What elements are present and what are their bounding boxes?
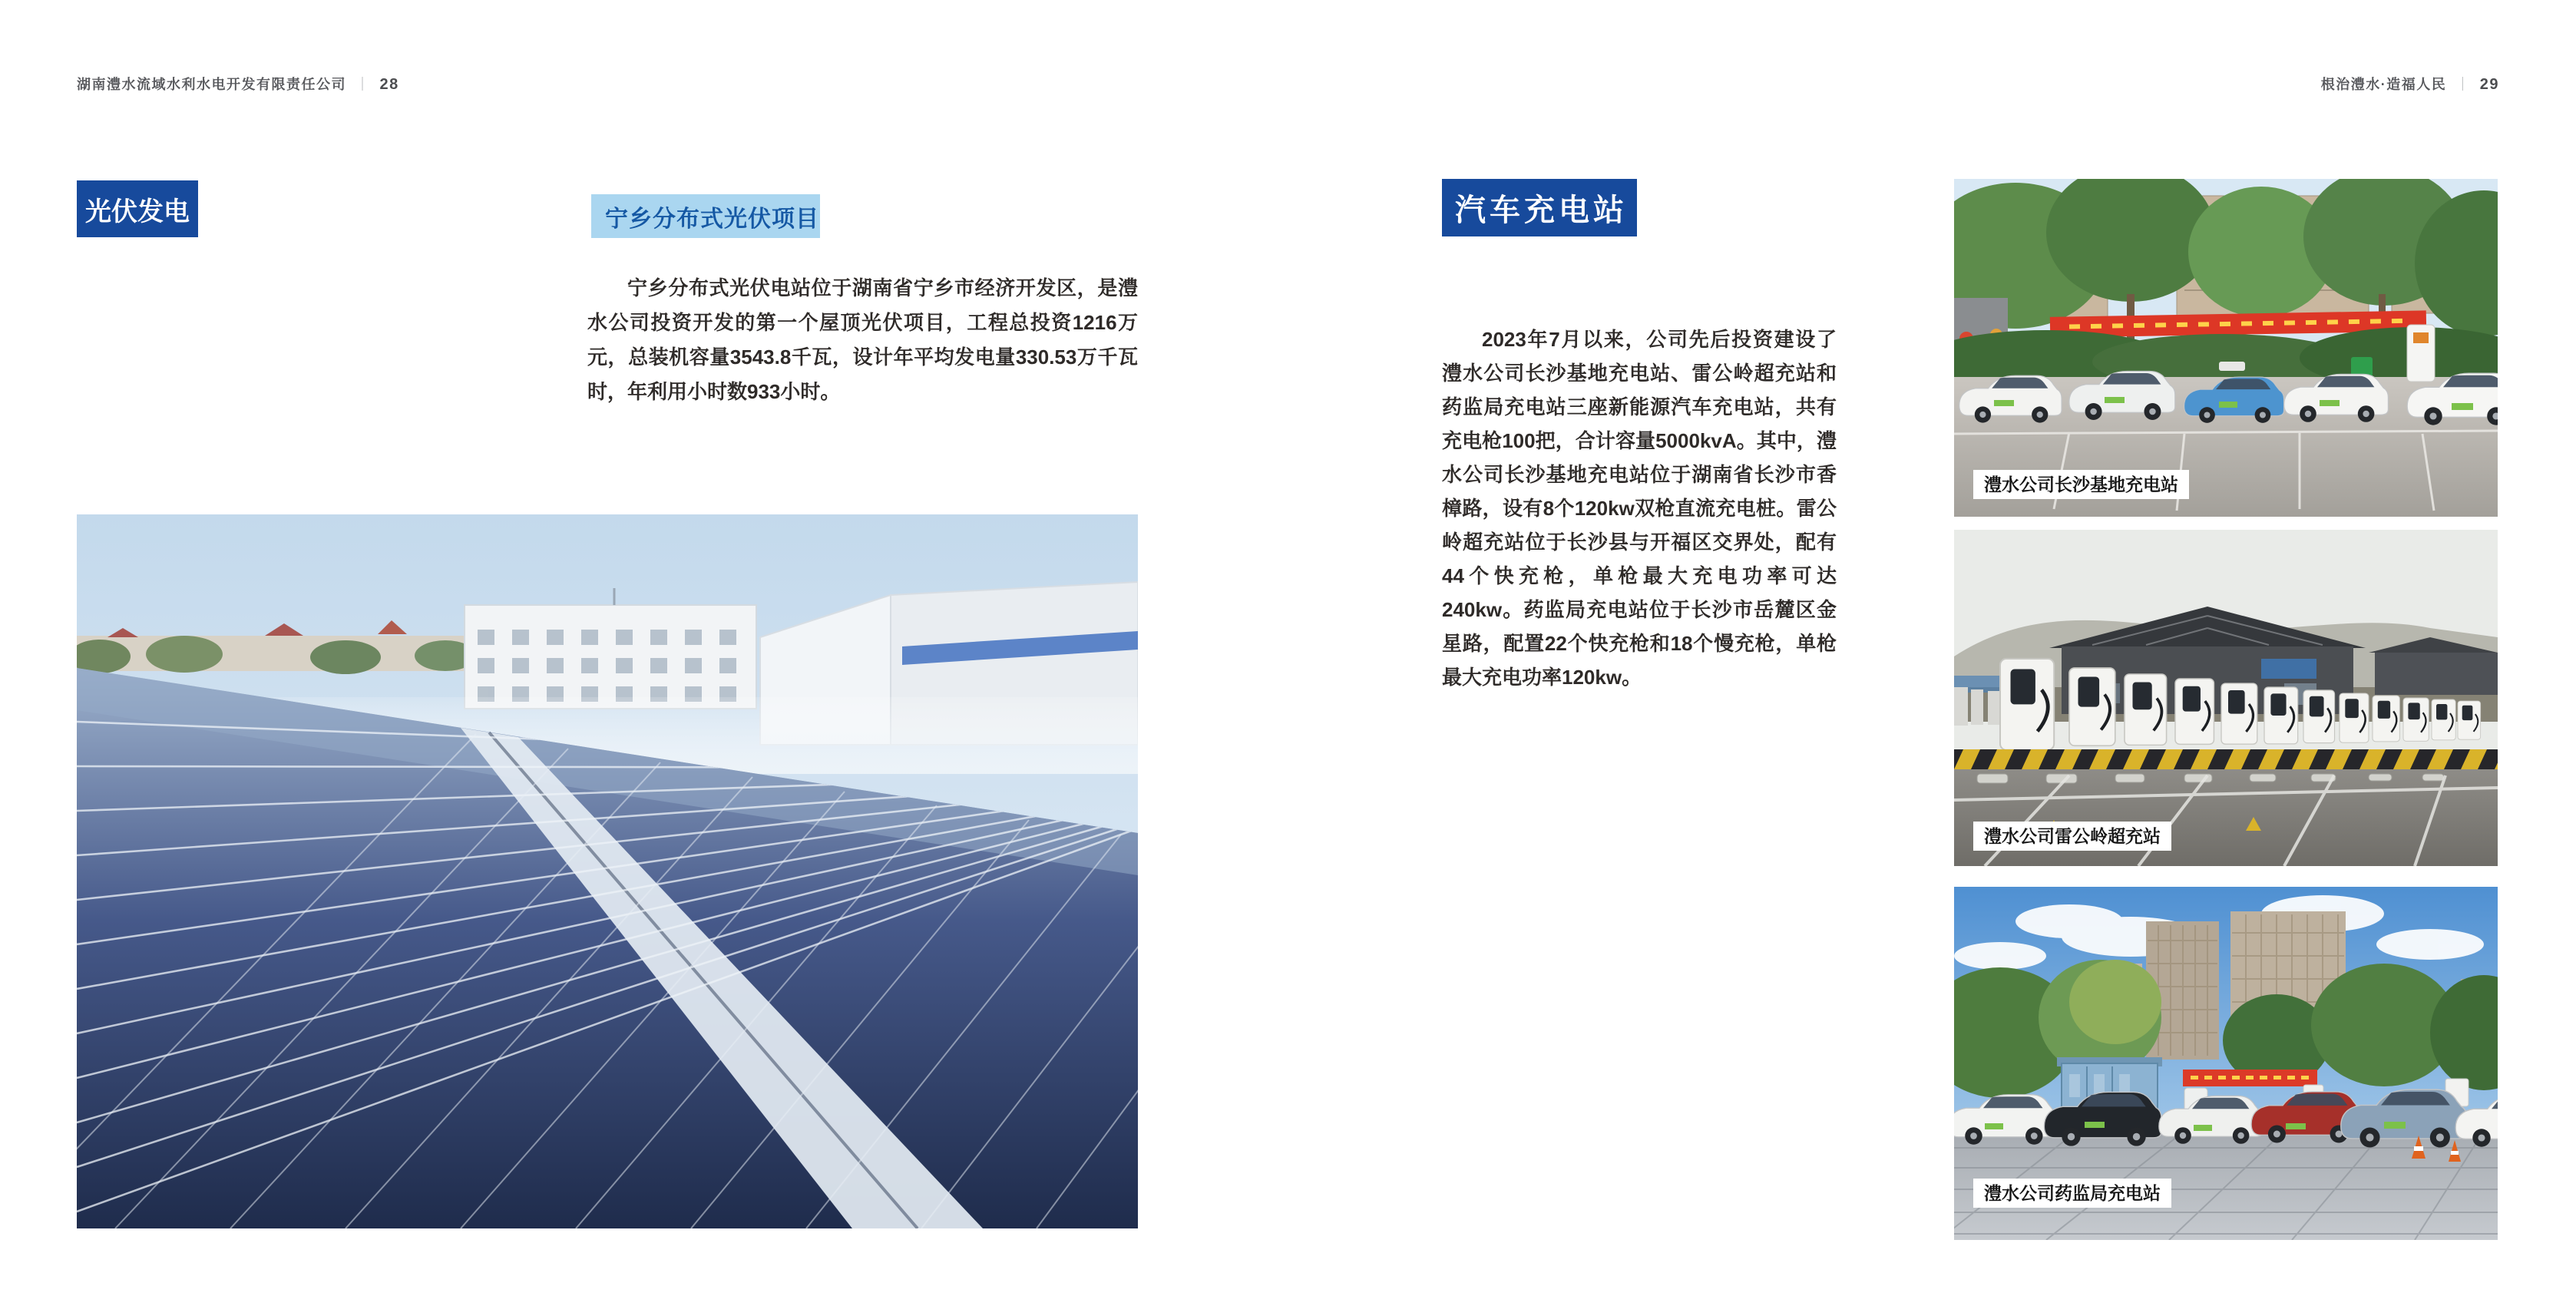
slogan: 根治澧水·造福人民 [2320, 77, 2447, 92]
changsha-base-station-photo [1954, 179, 2498, 517]
page-number-left: 28 [379, 76, 399, 93]
photo-caption-changsha: 澧水公司长沙基地充电站 [1973, 470, 2189, 499]
page-number-right: 29 [2479, 76, 2499, 93]
changsha-station-illustration [1954, 179, 2498, 517]
header-separator: ｜ [355, 77, 371, 92]
rooftop-solar-panels-photo [77, 514, 1138, 1228]
header-separator: ｜ [2455, 77, 2471, 92]
subsection-heading-ningxiang-pv: 宁乡分布式光伏项目 [591, 194, 820, 238]
solar-photo-illustration [77, 514, 1138, 1228]
leigongling-station-illustration [1954, 530, 2498, 866]
pv-project-paragraph: 宁乡分布式光伏电站位于湖南省宁乡市经济开发区，是澧水公司投资开发的第一个屋顶光伏项目，工程总投资1216万元，总装机容量3543.8千瓦，设计年平均发电量330.53万千瓦时，年利用小时数933小时。 [587, 276, 1138, 403]
leigongling-station-photo [1954, 530, 2498, 866]
left-page-header [77, 74, 399, 94]
photo-caption-yaojianju: 澧水公司药监局充电站 [1973, 1179, 2171, 1208]
charging-stations-paragraph: 2023年7月以来，公司先后投资建设了澧水公司长沙基地充电站、雷公岭超充站和药监局充电站三座新能源汽车充电站，共有充电枪100把，合计容量5000kvA。其中，澧水公司长沙基地充电站位于湖南省长沙市香樟路，设有8个120kw双枪直流充电桩。雷公岭超充站位于长沙县与开福区交界处，配有44个快充枪，单枪最大充电功率可达240kw。药监局充电站位于长沙市岳麓区金星路，配置22个快充枪和18个慢充枪，单枪最大充电功率120kw。 [1442, 328, 1837, 689]
section-title-charging-stations: 汽车充电站 [1442, 179, 1637, 236]
yaojianju-station-photo [1954, 887, 2498, 1240]
photo-caption-leigongling: 澧水公司雷公岭超充站 [1973, 822, 2171, 851]
company-name: 湖南澧水流域水利水电开发有限责任公司 [77, 77, 346, 92]
right-page-header [2321, 74, 2499, 94]
section-title-photovoltaic: 光伏发电 [77, 180, 198, 237]
